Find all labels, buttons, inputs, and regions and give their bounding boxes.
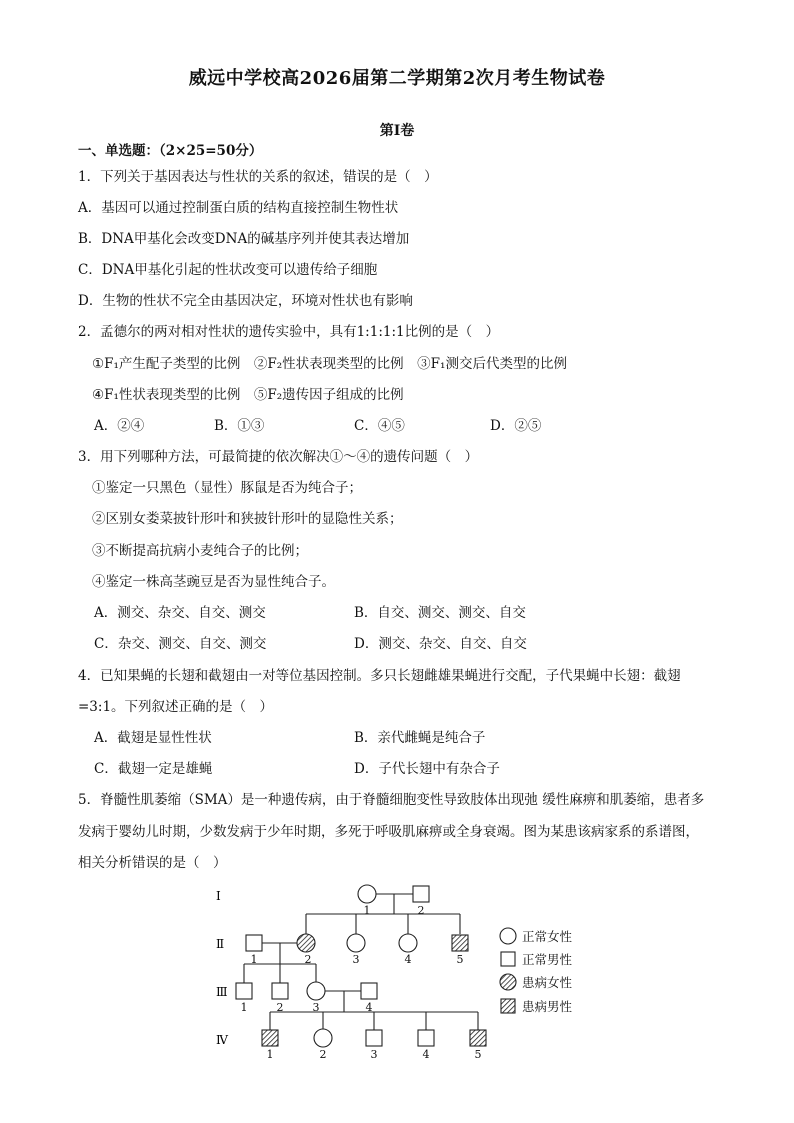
gen2-affected-female-2 [297, 934, 315, 952]
volume-heading: 第Ⅰ卷 [379, 123, 415, 139]
q2-stem: 2．孟德尔的两对相对性状的遗传实验中，具有1:1:1:1比例的是（ ） [78, 324, 500, 340]
q2-option-c: C．④⑤ [354, 418, 405, 434]
gen2-num-5: 5 [456, 953, 464, 966]
q4-option-d: D．子代长翅中有杂合子 [354, 761, 500, 777]
gen2-female-3 [347, 934, 365, 952]
q3-option-c: C．杂交、测交、自交、测交 [94, 636, 267, 652]
gen4-affected-male-1 [262, 1030, 278, 1046]
gen4-num-3: 3 [370, 1048, 378, 1061]
q2-option-a: A．②④ [94, 418, 145, 434]
q5-stem-line3: 相关分析错误的是（ ） [78, 855, 227, 871]
gen3-num-2: 2 [276, 1001, 284, 1014]
gen3-male-2 [272, 983, 288, 999]
q4-option-b: B．亲代雌蝇是纯合子 [354, 730, 486, 746]
gen1-num-1: 1 [363, 904, 371, 917]
q5-stem-line1: 5．脊髓性肌萎缩（SMA）是一种遗传病，由于脊髓细胞变性导致肢体出现弛 缓性麻痹和肌萎缩，患者多 [78, 792, 705, 808]
q1-option-d: D．生物的性状不完全由基因决定，环境对性状也有影响 [78, 293, 413, 309]
gen4-num-5: 5 [474, 1048, 482, 1061]
gen2-num-1: 1 [250, 953, 258, 966]
q3-item-2: ②区别女娄菜披针形叶和狭披针形叶的显隐性关系； [92, 511, 403, 527]
gen4-male-3 [366, 1030, 382, 1046]
q2-option-b: B．①③ [214, 418, 265, 434]
legend-affected-male: 患病男性 [522, 999, 573, 1014]
gen4-num-4: 4 [422, 1048, 430, 1061]
gen1-male-2 [413, 886, 429, 902]
q3-option-b: B．自交、测交、测交、自交 [354, 605, 526, 621]
q1-option-c: C．DNA甲基化引起的性状改变可以遗传给子细胞 [78, 262, 378, 278]
q2-option-d: D．②⑤ [490, 418, 542, 434]
legend-affected-male-symbol [501, 999, 515, 1013]
q3-item-4: ④鉴定一株高茎豌豆是否为显性纯合子。 [92, 574, 335, 590]
gen2-affected-male-5 [452, 935, 468, 951]
q4-stem-line1: 4．已知果蝇的长翅和截翅由一对等位基因控制。多只长翅雌雄果蝇进行交配，子代果蝇中长翅：截翅 [78, 668, 681, 684]
legend-affected-female-symbol [500, 974, 516, 990]
gen3-male-4 [361, 983, 377, 999]
legend-normal-male-symbol [501, 952, 515, 966]
q5-stem-line2: 发病于婴幼儿时期，少数发病于少年时期，多死于呼吸肌麻痹或全身衰竭。图为某患该病家系的系谱图， [78, 824, 699, 840]
legend-affected-female: 患病女性 [522, 975, 573, 990]
gen3-num-3: 3 [312, 1001, 320, 1014]
gen2-num-4: 4 [404, 953, 412, 966]
legend-normal-female-symbol [500, 928, 516, 944]
gen4-female-2 [314, 1029, 332, 1047]
gen3-num-1: 1 [240, 1001, 248, 1014]
q1-option-b: B．DNA甲基化会改变DNA的碱基序列并使其表达增加 [78, 231, 410, 247]
section-heading: 一、单选题：（2×25=50分） [78, 143, 263, 159]
q3-option-a: A．测交、杂交、自交、测交 [94, 605, 266, 621]
legend-normal-female: 正常女性 [522, 929, 573, 944]
q2-items-row1: ①F₁产生配子类型的比例 ②F₂性状表现类型的比例 ③F₁测交后代类型的比例 [92, 356, 567, 372]
gen-label-1: Ⅰ [216, 889, 221, 903]
exam-title: 威远中学校高2026届第二学期第2次月考生物试卷 [188, 68, 606, 89]
gen4-male-4 [418, 1030, 434, 1046]
gen4-num-1: 1 [266, 1048, 274, 1061]
gen3-num-4: 4 [365, 1001, 373, 1014]
gen3-female-3 [307, 982, 325, 1000]
gen4-num-2: 2 [319, 1048, 327, 1061]
q4-stem-line2: =3:1。下列叙述正确的是（ ） [78, 699, 274, 715]
q1-stem: 1．下列关于基因表达与性状的关系的叙述，错误的是（ ） [78, 169, 438, 185]
gen-label-3: Ⅲ [216, 985, 228, 999]
gen1-female-1 [358, 885, 376, 903]
q3-item-1: ①鉴定一只黑色（显性）豚鼠是否为纯合子； [92, 480, 362, 496]
gen-label-2: Ⅱ [216, 937, 225, 951]
q3-item-3: ③不断提高抗病小麦纯合子的比例； [92, 543, 308, 559]
q1-option-a: A．基因可以通过控制蛋白质的结构直接控制生物性状 [78, 200, 399, 216]
gen2-num-2: 2 [304, 953, 312, 966]
gen4-affected-male-5 [470, 1030, 486, 1046]
q2-items-row2: ④F₁性状表现类型的比例 ⑤F₂遗传因子组成的比例 [92, 387, 404, 403]
gen1-num-2: 2 [417, 904, 425, 917]
q4-option-c: C．截翅一定是雄蝇 [94, 761, 213, 777]
gen2-male-1 [246, 935, 262, 951]
gen2-num-3: 3 [352, 953, 360, 966]
q3-stem: 3．用下列哪种方法，可最简捷的依次解决①～④的遗传问题（ ） [78, 449, 479, 465]
legend-normal-male: 正常男性 [522, 952, 573, 967]
gen-label-4: Ⅳ [216, 1033, 228, 1047]
q3-option-d: D．测交、杂交、自交、自交 [354, 636, 527, 652]
q4-option-a: A．截翅是显性性状 [94, 730, 212, 746]
gen2-female-4 [399, 934, 417, 952]
gen3-male-1 [236, 983, 252, 999]
